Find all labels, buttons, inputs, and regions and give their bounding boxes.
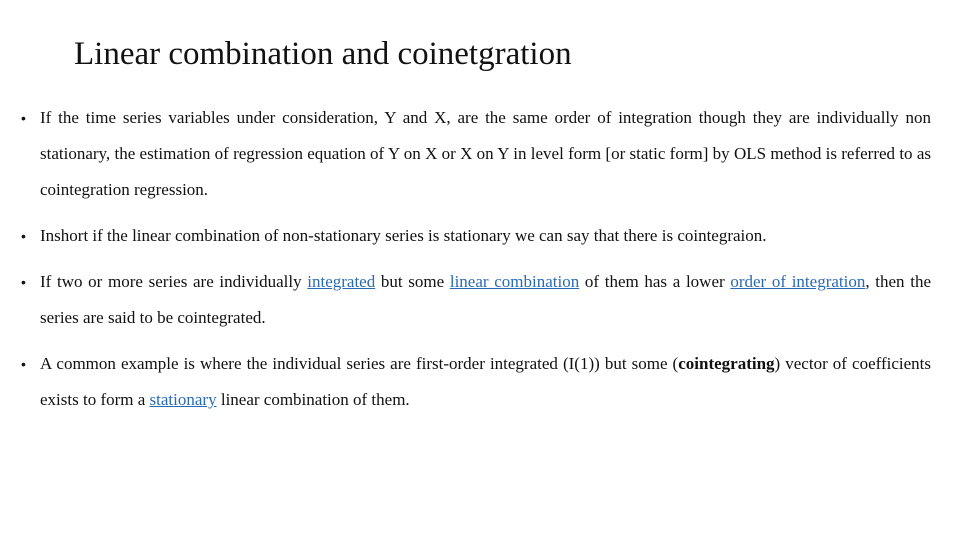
order-of-integration-link[interactable]: order of integration xyxy=(730,272,866,291)
bullet-list xyxy=(0,100,960,418)
bullet-item-2 xyxy=(21,218,931,254)
bullet-marker: • xyxy=(21,356,26,372)
bullet-item-3 xyxy=(21,264,931,336)
bullet-text-part: , then the series are said to be cointegrated. xyxy=(40,272,931,327)
bullet-text-part: If two or more series are individually xyxy=(40,272,308,291)
bullet-text-part: but some xyxy=(375,272,450,291)
bullet-marker: • xyxy=(21,228,26,244)
integrated-link[interactable]: integrated xyxy=(307,272,376,291)
bullet-text-part: A common example is where the individual series are first-order integrated (I(1)) but some ( xyxy=(40,354,679,373)
slide-title: Linear combination and coinetgration xyxy=(74,36,572,72)
bullet-marker: • xyxy=(21,274,26,290)
linear-combination-link[interactable]: linear combination xyxy=(449,272,580,291)
bullet-text-part: linear combination of them. xyxy=(216,390,410,409)
bold-term: cointegrating xyxy=(678,354,775,373)
stationary-link[interactable]: stationary xyxy=(149,390,217,409)
bullet-item-4 xyxy=(21,346,932,418)
bullet-item-1 xyxy=(21,100,931,208)
bullet-text-part: ) vector of coefficients exists to form a xyxy=(40,354,932,409)
bullet-text-part: of them has a lower xyxy=(579,272,731,291)
bullet-text: Inshort if the linear combination of non-stationary series is stationary we can say that there is cointegraion. xyxy=(40,226,767,245)
bullet-text: If the time series variables under consideration, Y and X, are the same order of integration though they are individually non stationary, the estimation of regression equation of Y on X or X on Y in level form [or static form] by OLS method is referred to as cointegration regression. xyxy=(40,108,931,199)
bullet-marker: • xyxy=(21,110,26,126)
